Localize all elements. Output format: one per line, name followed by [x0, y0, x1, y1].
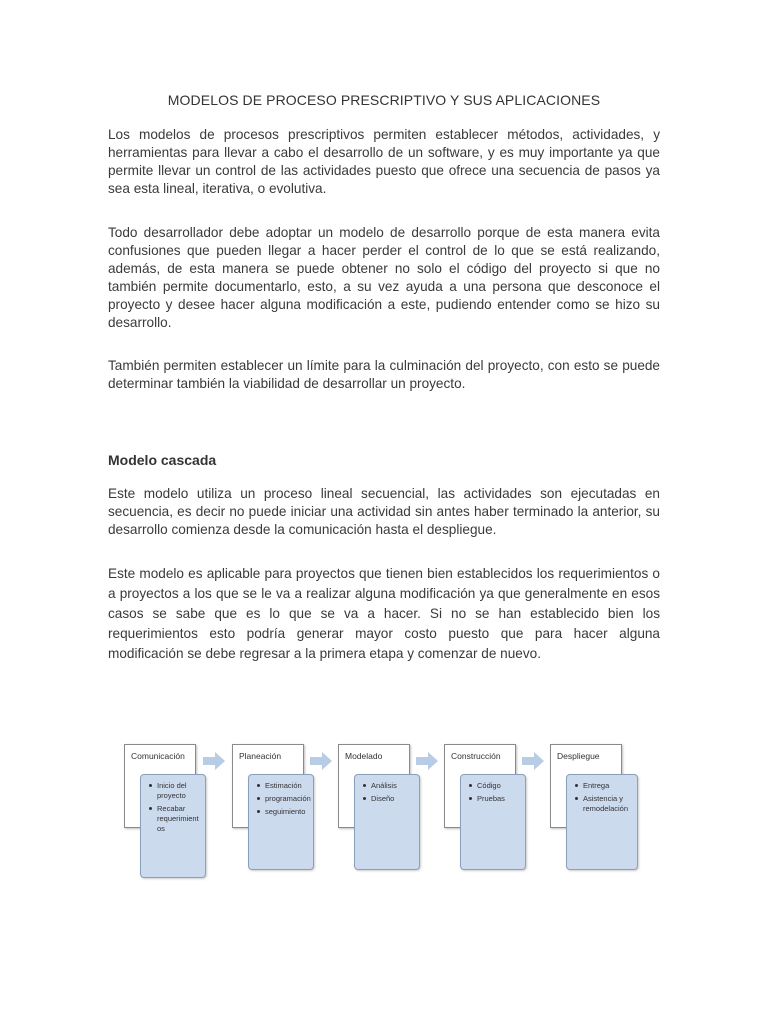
document-title: MODELOS DE PROCESO PRESCRIPTIVO Y SUS APLICACIONES [167, 92, 601, 108]
paragraph-intro: Los modelos de procesos prescriptivos permiten establecer métodos, actividades, y herramientas para llevar a cabo el desarrollo de un software, y es muy importante ya que permite llevar un control de las actividades puesto que ofrece una secuencia de pasos ya sea esta lineal, iterativa, o evolutiva. [108, 127, 660, 196]
arrow-right-icon [416, 752, 438, 770]
stage-item: Análisis [371, 781, 415, 791]
paragraph-cascade-applicability: Este modelo es aplicable para proyectos que tienen bien establecidos los requerimientos o a proyectos a los que se le va a realizar alguna modificación ya que generalmente en esos casos se sabe que es lo que se va a hacer. Si no se han establecido bien los requerimientos esto podría generar mayor costo puesto que para hacer alguna modificación se debe regresar a la primera etapa y comenzar de nuevo. [108, 566, 660, 661]
paragraph-limit: También permiten establecer un límite para la culminación del proyecto, con esto se puede determinar también la viabilidad de desarrollar un proyecto. [108, 358, 660, 391]
stage-label: Planeación [239, 751, 282, 761]
stage-item: seguimiento [265, 807, 309, 817]
stage-comunicacion-body [140, 774, 206, 878]
stage-item: Inicio del proyecto [157, 781, 201, 801]
arrow-right-icon [522, 752, 544, 770]
stage-item: Estimación [265, 781, 309, 791]
stage-label: Construcción [451, 751, 501, 761]
stage-item: Pruebas [477, 794, 521, 804]
arrow-right-icon [310, 752, 332, 770]
stage-item: Código [477, 781, 521, 791]
stage-item: programación [265, 794, 311, 803]
stage-planeacion-body [248, 774, 314, 870]
stage-item: Diseño [371, 794, 415, 804]
stage-label: Comunicación [131, 751, 185, 761]
paragraph-developer: Todo desarrollador debe adoptar un modelo de desarrollo porque de esta manera evita confusiones que pueden llegar a hacer perder el control de lo que se está realizando, además, de esta manera se puede obtener no solo el código del proyecto si que no también permite documentarlo, esto, a su vez ayuda a una persona que desconoce el proyecto y desee hacer alguna modificación a este, pudiendo entender como se hizo su desarrollo. [108, 225, 660, 330]
section-heading: Modelo cascada [108, 452, 217, 468]
waterfall-diagram [124, 744, 652, 880]
stage-label: Despliegue [557, 751, 600, 761]
paragraph-cascade-description: Este modelo utiliza un proceso lineal secuencial, las actividades son ejecutadas en secuencia, es decir no puede iniciar una actividad sin antes haber terminado la anterior, su desarrollo comienza desde la comunicación hasta el despliegue. [108, 486, 660, 537]
stage-despliegue-body [566, 774, 638, 870]
arrow-right-icon [203, 752, 225, 770]
stage-construccion-body [460, 774, 526, 870]
stage-item: Entrega [583, 781, 633, 791]
stage-label: Modelado [345, 751, 383, 761]
stage-modelado-body [354, 774, 420, 870]
stage-item: Asistencia y remodelación [583, 794, 633, 814]
stage-item: Recabar requerimient os [157, 804, 201, 834]
